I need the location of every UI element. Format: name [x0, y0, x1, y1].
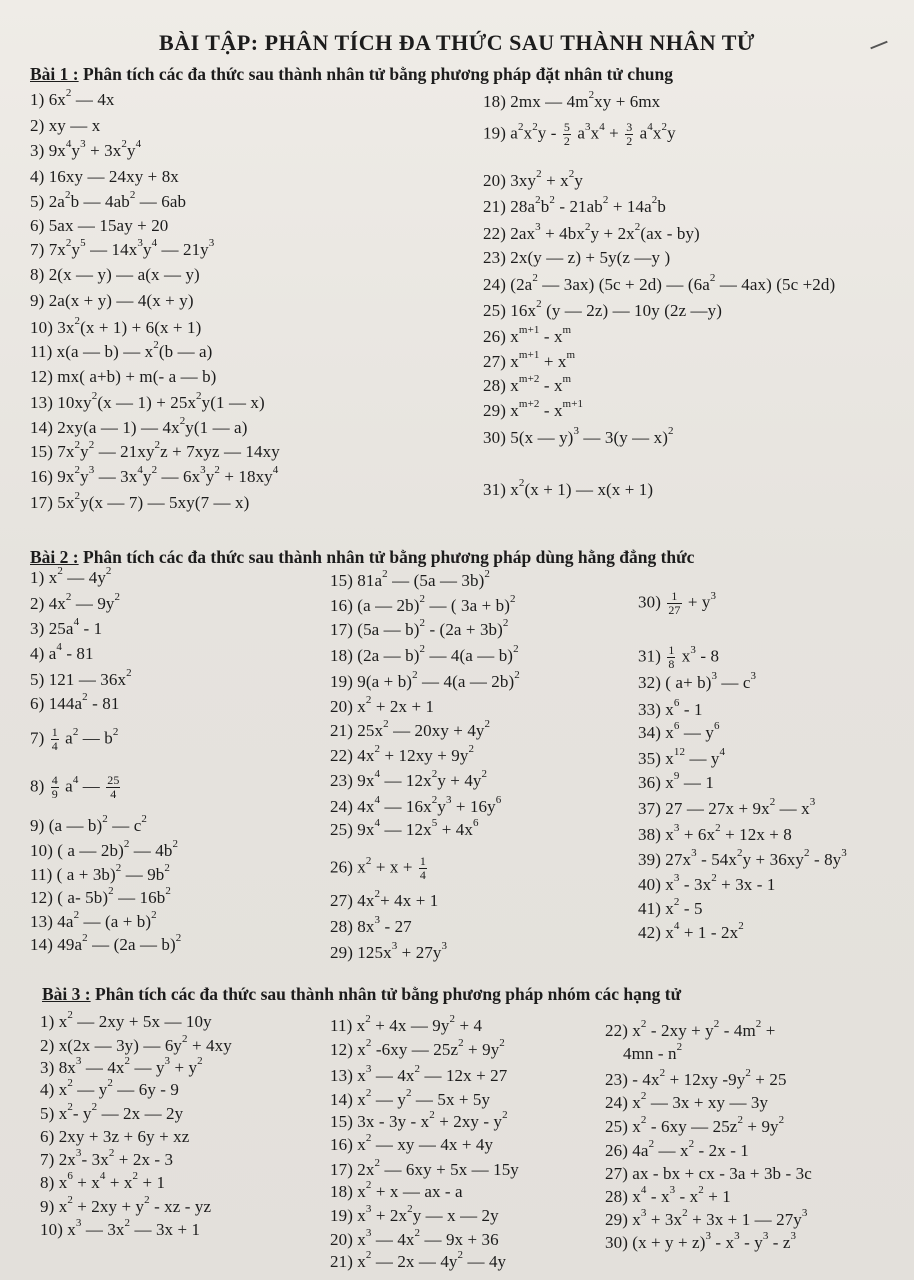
exercise-item: 7) $7x^2y^5$ — $14x^3y^4$ — $21y^3$	[30, 237, 215, 259]
exercise-item: 21) $28a^2b^2 - 21ab^2 + 14a^2b$	[483, 194, 666, 216]
exercise-item: 1) $x^2$ — $4y^2$	[30, 565, 112, 587]
exercise-item: 8) 2(x — y) — a(x — y)	[30, 265, 200, 284]
exercise-item: 31) $\frac{1}{8}$ $x^3 - 8$	[638, 643, 720, 671]
exercise-item: 15) $7x^2y^2$ — $21xy^2z + 7xyz$ — 14xy	[30, 439, 280, 461]
exercise-item: 21) $25x^2$ — $20xy + 4y^2$	[330, 718, 491, 740]
exercise-item: 30) 5(x — y)$^3$ — 3(y — x)$^2$	[483, 425, 674, 447]
exercise-item: 3) $9x^4y^3 + 3x^2y^4$	[30, 138, 142, 160]
exercise-item: 40) $x^3 - 3x^2 + 3x - 1$	[638, 872, 776, 894]
exercise-item: 9) $x^2 + 2xy + y^2$ - xz - yz	[40, 1194, 212, 1216]
exercise-item: 29) $x^{m+2} - x^{m+1}$	[483, 398, 584, 420]
exercise-item: 10) $3x^2(x + 1) + 6(x + 1)$	[30, 315, 202, 337]
exercise-item: 17) (5a — $b)^2 - (2a + 3b)^2$	[330, 617, 509, 639]
exercise-item: 25) $16x^2$ (y — 2z) — 10y (2z —y)	[483, 298, 723, 320]
exercise-item: 28) $x^{m+2} - x^m$	[483, 373, 572, 395]
exercise-item: 18) (2a — b)$^2$ — 4(a — b)$^2$	[330, 643, 519, 665]
exercise-item: 41) $x^2 - 5$	[638, 896, 703, 918]
exercise-item: 18) $x^2 + x$ — ax - a	[330, 1179, 463, 1201]
exercise-item: 15) $3x - 3y - x^2 + 2xy - y^2$	[330, 1109, 508, 1131]
exercise-item: 38) $x^3 + 6x^2 + 12x + 8$	[638, 822, 792, 844]
exercise-item: 33) $x^6 - 1$	[638, 697, 703, 719]
exercise-item: 4) 16xy — 24xy + 8x	[30, 167, 179, 186]
exercise-item: 19) $a^2x^2y$ - $\frac{5}{2}$ $a^3x^4$ + $\frac{3}{2}$ $a^4x^2y$	[483, 120, 676, 148]
exercise-item: 26) $4a^2$ — $x^2 - 2x - 1$	[605, 1138, 749, 1160]
exercise-item: 3) $8x^3$ — $4x^2$ — $y^3 + y^2$	[40, 1055, 203, 1077]
section-instruction: Phân tích các đa thức sau thành nhân tử bằng phương pháp dùng hằng đẳng thức	[83, 547, 695, 567]
exercise-item: 29) $125x^3 + 27y^3$	[330, 940, 448, 962]
exercise-item: 23) 2x(y — z) + 5y(z —y )	[483, 248, 671, 267]
exercise-item: 39) $27x^3 - 54x^2y + 36xy^2 - 8y^3$	[638, 847, 847, 869]
exercise-item: $4mn - n^2$	[623, 1041, 683, 1063]
exercise-item: 35) $x^{12}$ — $y^4$	[638, 746, 726, 768]
exercise-item: 12) $x^2$ -6xy — $25z^2 + 9y^2$	[330, 1037, 505, 1059]
exercise-item: 17) $5x^2y(x$ — 7) — 5xy(7 — x)	[30, 490, 250, 512]
exercise-item: 27) $4x^2+ 4x + 1$	[330, 888, 439, 910]
exercise-item: 30) $(x + y + z)^3 - x^3 - y^3 - z^3$	[605, 1230, 797, 1252]
exercise-item: 21) $x^2$ — 2x — $4y^2$ — 4y	[330, 1249, 507, 1271]
exercise-item: 32) ( a+ b)$^3$ — $c^3$	[638, 670, 757, 692]
exercise-item: 6) 2xy + 3z + 6y + xz	[40, 1127, 190, 1146]
exercise-item: 24) ($2a^2$ — 3ax) (5c + 2d) — ($6a^2$ — 4ax) (5c +2d)	[483, 272, 836, 294]
exercise-item: 11) x(a — b) — $x^2(b$ — a)	[30, 339, 213, 361]
exercise-item: 11) ( a + 3b)$^2$ — $9b^2$	[30, 862, 171, 884]
exercise-item: 20) $3xy^2 + x^2y$	[483, 168, 583, 190]
exercise-item: 20) $x^3$ — $4x^2$ — 9x + 36	[330, 1227, 499, 1249]
exercise-item: 5) $x^2-$ $y^2$ — 2x — 2y	[40, 1101, 184, 1123]
exercise-item: 14) 2xy(a — 1) — $4x^2y(1$ — a)	[30, 415, 248, 437]
exercise-item: 19) $9(a + b)^2$ — 4(a — 2b)$^2$	[330, 669, 520, 691]
exercise-item: 15) $81a^2$ — (5a — 3b)$^2$	[330, 568, 490, 590]
exercise-item: 14) $x^2$ — $y^2$ — 5x + 5y	[330, 1087, 491, 1109]
exercise-item: 2) xy — x	[30, 116, 101, 135]
exercise-item: 27) $x^{m+1} + x^m$	[483, 349, 576, 371]
exercise-item: 22) $2ax^3 + 4bx^2y + 2x^2(ax - by)$	[483, 221, 700, 243]
section-3-heading	[42, 984, 681, 1005]
exercise-item: 1) $6x^2$ — 4x	[30, 87, 115, 109]
exercise-item: 22) $x^2 - 2xy + y^2 - 4m^2$ +	[605, 1018, 776, 1040]
section-1-heading	[30, 64, 673, 85]
exercise-item: 2) x(2x — 3y) — $6y^2 + 4xy$	[40, 1033, 232, 1055]
exercise-item: 10) ( a — 2b)$^2$ — $4b^2$	[30, 838, 179, 860]
exercise-item: 9) 2a(x + y) — 4(x + y)	[30, 291, 194, 310]
section-label: Bài 2 :	[30, 547, 79, 567]
exercise-item: 13) $4a^2$ — $(a + b)^2$	[30, 909, 157, 931]
exercise-item: 30) $\frac{1}{27}$ + $y^3$	[638, 589, 717, 617]
exercise-item: 23) $9x^4$ — $12x^2y + 4y^2$	[330, 768, 488, 790]
exercise-item: 29) $x^3 + 3x^2 + 3x + 1$ — $27y^3$	[605, 1207, 808, 1229]
exercise-item: 24) $4x^4$ — $16x^2y^3 + 16y^6$	[330, 794, 502, 816]
exercise-item: 17) $2x^2$ — 6xy + 5x — 15y	[330, 1157, 519, 1179]
exercise-item: 27) ax - bx + cx - 3a + 3b - 3c	[605, 1164, 812, 1183]
exercise-item: 6) 5ax — 15ay + 20	[30, 216, 169, 235]
section-instruction: Phân tích các đa thức sau thành nhân tử bằng phương pháp đặt nhân tử chung	[83, 64, 674, 84]
exercise-item: 9) (a — b)$^2$ — $c^2$	[30, 813, 147, 835]
exercise-item: 28) $x^4 - x^3 - x^2 + 1$	[605, 1184, 731, 1206]
section-label: Bài 3 :	[42, 984, 91, 1004]
exercise-item: 16) $x^2$ — xy — 4x + 4y	[330, 1132, 494, 1154]
exercise-item: 28) $8x^3 - 27$	[330, 914, 412, 936]
section-2-heading	[30, 547, 694, 568]
exercise-item: 13) $10xy^2(x$ — $1) + 25x^2y(1$ — x)	[30, 390, 265, 412]
exercise-item: 14) $49a^2$ — (2a — b)$^2$	[30, 932, 182, 954]
exercise-item: 25) $9x^4$ — $12x^5 + 4x^6$	[330, 817, 479, 839]
exercise-item: 5) $2a^2b$ — $4ab^2$ — 6ab	[30, 189, 187, 211]
exercise-item: 25) $x^2 - 6xy$ — $25z^2 + 9y^2$	[605, 1114, 785, 1136]
exercise-item: 34) $x^6$ — $y^6$	[638, 720, 720, 742]
exercise-item: 7) $\frac{1}{4}$ $a^2$ — $b^2$	[30, 725, 119, 753]
exercise-item: 19) $x^3 + 2x^2y$ — x — 2y	[330, 1203, 499, 1225]
exercise-item: 26) $x^2 + x$ + $\frac{1}{4}$	[330, 854, 427, 882]
exercise-item: 42) $x^4 + 1 - 2x^2$	[638, 920, 744, 942]
exercise-item: 24) $x^2$ — 3x + xy — 3y	[605, 1090, 769, 1112]
exercise-item: 12) ( a- 5b)$^2$ — $16b^2$	[30, 885, 171, 907]
exercise-item: 5) 121 — $36x^2$	[30, 667, 132, 689]
exercise-item: 4) $x^2$ — $y^2$ — 6y - 9	[40, 1077, 179, 1099]
exercise-item: 13) $x^3$ — $4x^2$ — 12x + 27	[330, 1063, 508, 1085]
exercise-item: 36) $x^9$ — 1	[638, 770, 714, 792]
exercise-item: 8) $\frac{4}{9}$ $a^4$ — $\frac{25}{4}$	[30, 773, 120, 801]
exercise-item: 6) $144a^2 - 81$	[30, 691, 120, 713]
exercise-item: 10) $x^3$ — $3x^2$ — 3x + 1	[40, 1217, 201, 1239]
exercise-item: 18) 2mx — $4m^2xy + 6mx$	[483, 89, 661, 111]
page-title: BÀI TẬP: PHÂN TÍCH ĐA THỨC SAU THÀNH NHÂN TỬ	[159, 30, 755, 55]
exercise-item: 4) $a^4 - 81$	[30, 641, 94, 663]
section-instruction: Phân tích các đa thức sau thành nhân tử bằng phương pháp nhóm các hạng tử	[95, 984, 682, 1004]
exercise-item: 31) $x^2(x + 1)$ — x(x + 1)	[483, 477, 654, 499]
exercise-item: 3) $25a^4 - 1$	[30, 616, 103, 638]
exercise-item: 7) $2x^3-$ $3x^2 + 2x - 3$	[40, 1147, 174, 1169]
exercise-item: 26) $x^{m+1} - x^m$	[483, 324, 572, 346]
exercise-item: 12) mx( a+b) + m(- a — b)	[30, 367, 217, 386]
exercise-item: 20) $x^2 + 2x + 1$	[330, 694, 435, 716]
exercise-item: 22) $4x^2 + 12xy + 9y^2$	[330, 743, 475, 765]
exercise-item: 16) (a — 2b)$^2$ — ( 3a + b)$^2$	[330, 593, 516, 615]
exercise-item: 1) $x^2$ — 2xy + 5x — 10y	[40, 1009, 212, 1031]
exercise-item: $23) - 4x^2 + 12xy$ $-9y^2 + 25$	[605, 1067, 787, 1089]
exercise-item: 8) $x^6 + x^4 + x^2 + 1$	[40, 1170, 166, 1192]
exercise-item: 11) $x^2 + 4x$ — $9y^2 + 4$	[330, 1013, 483, 1035]
exercise-item: 2) $4x^2$ — $9y^2$	[30, 591, 121, 613]
exercise-item: 16) $9x^2y^3$ — $3x^4y^2$ — $6x^3y^2 + 18xy^4$	[30, 464, 279, 486]
exercise-item: 37) 27 — $27x + 9x^2$ — $x^3$	[638, 796, 816, 818]
section-label: Bài 1 :	[30, 64, 79, 84]
